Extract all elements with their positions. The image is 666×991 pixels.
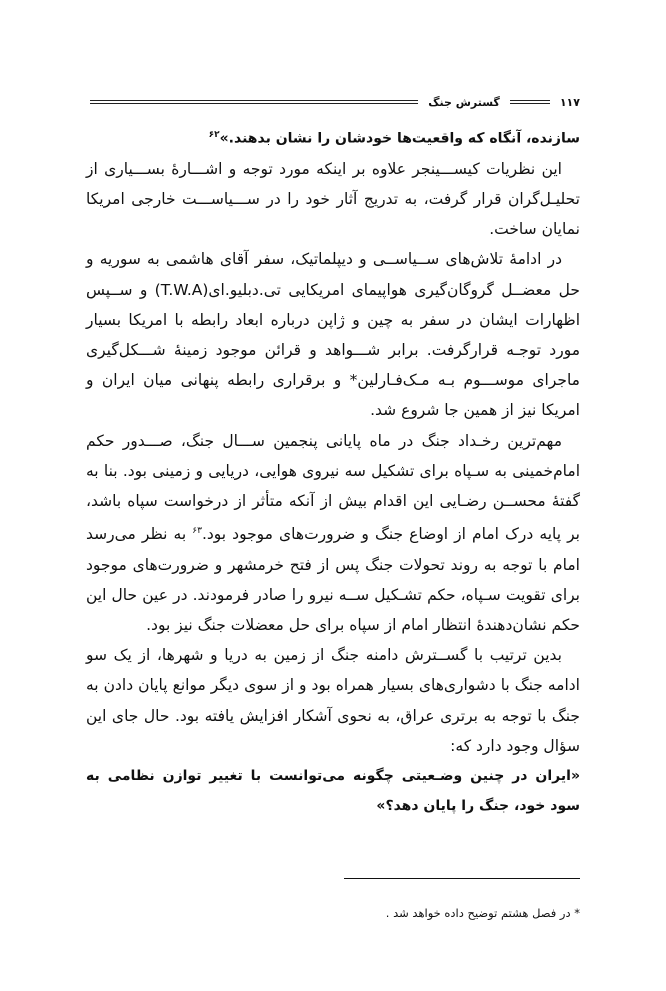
running-header — [86, 92, 580, 112]
question-quote: «ایران در چنین وضـعیتی چگونه می‌توانست با تغییر توازن نظامی به سود خود، جنگ را پایان دهد؟» — [86, 768, 580, 815]
paragraph: در ادامۀ تلاش‌های ســیاســی و دیپلماتیک، سفر آقای هاشمی به سوریه و حل معضــل گروگان‌گیری هواپیمای امریکایی تی.دبلیو.ای(T.W.A) و ســپس اظهارات ایشان در سفر به چین و ژاپن درباره ابعاد رابطه با امریکا بسیار مورد توجـه قرارگرفت. برابر شـــواهد و قرائن موجود زمینۀ شـــکل‌گیری ماجرای موســـوم بـه مـک‌فـارلین* و برقراری رابطه پنهانی میان ایران و امریکا نیز از همین جا شروع شد. — [86, 250, 580, 420]
quote-ending: سازنده، آنگاه که واقعیت‌ها خودشان را نشان بدهند.»$^{۶۲}$ — [208, 130, 580, 147]
footnote: * در فصل هشتم توضیح داده خواهد شد . — [385, 906, 580, 920]
endnote-ref: ۶۳ — [192, 526, 202, 537]
paragraph: بدین ترتیب با گســترش دامنه جنگ از زمین به دریا و شهرها، از یک سو ادامه جنگ با دشواری‌های بسیار همراه بود و از سوی دیگر موانع پایان دادن به جنگ با توجه به برتری عراق، به نحوی آشکار افزایش یافته بود. حال جای این سؤال وجود دارد که: — [86, 646, 580, 755]
header-rule-short — [510, 100, 550, 104]
header-rule-long — [90, 100, 418, 104]
paragraph: مهم‌ترین رخـداد جنگ در ماه پایانی پنجمین ســـال جنگ، صـــدور حکم امام‌خمینی به سـپاه برای تشکیل سه نیروی هوایی، دریایی و زمینی بود. بنا به گفتۀ محســن رضـایی این اقدام بیش از آنکه متأثر از درخواست سپاه باشد، بر پایه درک امام از اوضاع جنگ و ضرورت‌های موجود بود.$^{۶۳}$ به نظر می‌رسد امام با توجه به روند تحولات جنگ پس از فتح خرمشهر و ضرورت‌های موجود برای تقویت سـپاه، حکم تشـکیل ســه نیرو را صادر فرمودند. در عین حال این حکم نشان‌دهندۀ انتظار امام از سپاه برای حل معضلات جنگ نیز بود. — [86, 431, 580, 635]
body-text — [86, 120, 580, 821]
paragraph: این نظریات کیســـینجر علاوه بر اینکه مورد توجه و اشـــارۀ بســـیاری از تحلیـل‌گران قرار گرفت، به تدریج آثار خود را در ســـیاســـت خارجی امریکا نمایان ساخت. — [86, 159, 580, 239]
footnote-separator — [344, 878, 580, 879]
endnote-ref: ۶۲ — [208, 130, 220, 140]
chapter-title: گسترش جنگ — [428, 95, 500, 109]
page-number: ۱۱۷ — [559, 95, 580, 109]
